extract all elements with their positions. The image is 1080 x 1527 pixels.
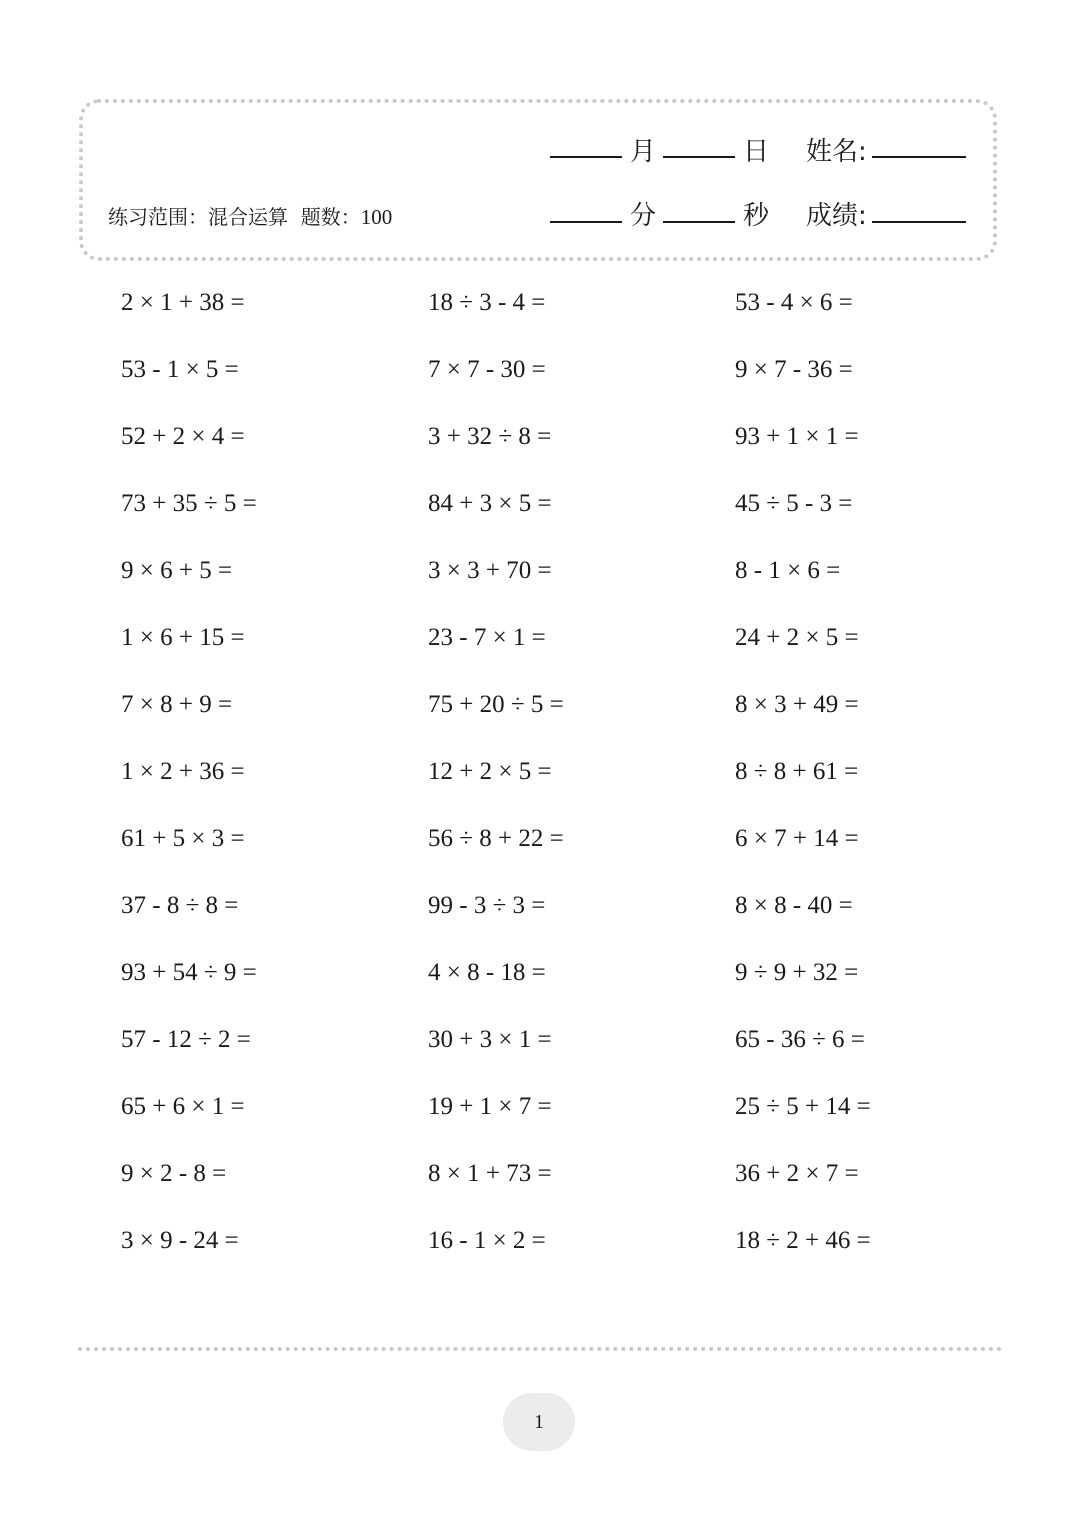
problem-item: 9 × 6 + 5 = (121, 557, 233, 584)
problem-item: 93 + 1 × 1 = (735, 423, 859, 450)
header-box (79, 99, 997, 261)
score-blank[interactable] (872, 221, 966, 223)
day-label: 日 (743, 137, 770, 167)
problem-item: 8 × 3 + 49 = (735, 691, 859, 718)
footer-divider (78, 1347, 1002, 1351)
problem-row (0, 1221, 1080, 1261)
score-label: 成绩: (806, 201, 867, 231)
problem-row (0, 551, 1080, 591)
second-blank[interactable] (663, 221, 735, 223)
problem-item: 9 ÷ 9 + 32 = (735, 959, 859, 986)
problem-row (0, 1087, 1080, 1127)
problem-item: 3 + 32 ÷ 8 = (428, 423, 552, 450)
problem-item: 53 - 1 × 5 = (121, 356, 239, 383)
minute-label: 分 (630, 201, 657, 231)
month-label: 月 (630, 137, 657, 167)
problem-row (0, 953, 1080, 993)
page-number: 1 (534, 1410, 544, 1433)
problem-item: 93 + 54 ÷ 9 = (121, 959, 257, 986)
problem-row (0, 618, 1080, 658)
problem-row (0, 417, 1080, 457)
problem-item: 24 + 2 × 5 = (735, 624, 859, 651)
problem-item: 65 - 36 ÷ 6 = (735, 1026, 865, 1053)
problem-item: 53 - 4 × 6 = (735, 289, 853, 316)
problem-item: 84 + 3 × 5 = (428, 490, 552, 517)
problem-item: 6 × 7 + 14 = (735, 825, 859, 852)
problem-item: 3 × 9 - 24 = (121, 1227, 239, 1254)
count-value: 100 (360, 205, 393, 229)
problem-item: 8 × 8 - 40 = (735, 892, 853, 919)
problem-item: 4 × 8 - 18 = (428, 959, 546, 986)
problem-item: 99 - 3 ÷ 3 = (428, 892, 546, 919)
problem-item: 61 + 5 × 3 = (121, 825, 245, 852)
problem-row (0, 685, 1080, 725)
page-number-badge (503, 1393, 575, 1451)
problem-item: 7 × 7 - 30 = (428, 356, 546, 383)
second-label: 秒 (743, 201, 770, 231)
problem-item: 45 ÷ 5 - 3 = (735, 490, 853, 517)
problem-row (0, 484, 1080, 524)
problem-row (0, 752, 1080, 792)
problem-item: 30 + 3 × 1 = (428, 1026, 552, 1053)
problem-item: 75 + 20 ÷ 5 = (428, 691, 564, 718)
day-blank[interactable] (663, 156, 735, 158)
problem-item: 2 × 1 + 38 = (121, 289, 245, 316)
problem-row (0, 1154, 1080, 1194)
problem-row (0, 1020, 1080, 1060)
month-blank[interactable] (550, 156, 622, 158)
problem-item: 8 - 1 × 6 = (735, 557, 841, 584)
range-label: 练习范围：混合运算 (108, 205, 288, 229)
minute-blank[interactable] (550, 221, 622, 223)
problem-item: 1 × 2 + 36 = (121, 758, 245, 785)
problem-item: 16 - 1 × 2 = (428, 1227, 546, 1254)
problem-item: 12 + 2 × 5 = (428, 758, 552, 785)
problem-item: 3 × 3 + 70 = (428, 557, 552, 584)
problem-item: 52 + 2 × 4 = (121, 423, 245, 450)
count-label: 题数： (300, 205, 361, 229)
problem-row (0, 886, 1080, 926)
problem-item: 9 × 2 - 8 = (121, 1160, 227, 1187)
problem-item: 23 - 7 × 1 = (428, 624, 546, 651)
problem-item: 19 + 1 × 7 = (428, 1093, 552, 1120)
practice-range (108, 203, 392, 231)
problem-item: 65 + 6 × 1 = (121, 1093, 245, 1120)
problem-item: 25 ÷ 5 + 14 = (735, 1093, 871, 1120)
problem-item: 1 × 6 + 15 = (121, 624, 245, 651)
problem-item: 8 ÷ 8 + 61 = (735, 758, 859, 785)
problem-item: 73 + 35 ÷ 5 = (121, 490, 257, 517)
problem-row (0, 350, 1080, 390)
problem-item: 56 ÷ 8 + 22 = (428, 825, 564, 852)
problem-item: 57 - 12 ÷ 2 = (121, 1026, 251, 1053)
problem-row (0, 819, 1080, 859)
problem-item: 37 - 8 ÷ 8 = (121, 892, 239, 919)
name-label: 姓名: (806, 137, 867, 167)
problem-item: 9 × 7 - 36 = (735, 356, 853, 383)
problem-item: 7 × 8 + 9 = (121, 691, 233, 718)
name-blank[interactable] (872, 156, 966, 158)
problem-item: 36 + 2 × 7 = (735, 1160, 859, 1187)
problem-row (0, 283, 1080, 323)
problem-item: 8 × 1 + 73 = (428, 1160, 552, 1187)
problem-item: 18 ÷ 3 - 4 = (428, 289, 546, 316)
problem-item: 18 ÷ 2 + 46 = (735, 1227, 871, 1254)
